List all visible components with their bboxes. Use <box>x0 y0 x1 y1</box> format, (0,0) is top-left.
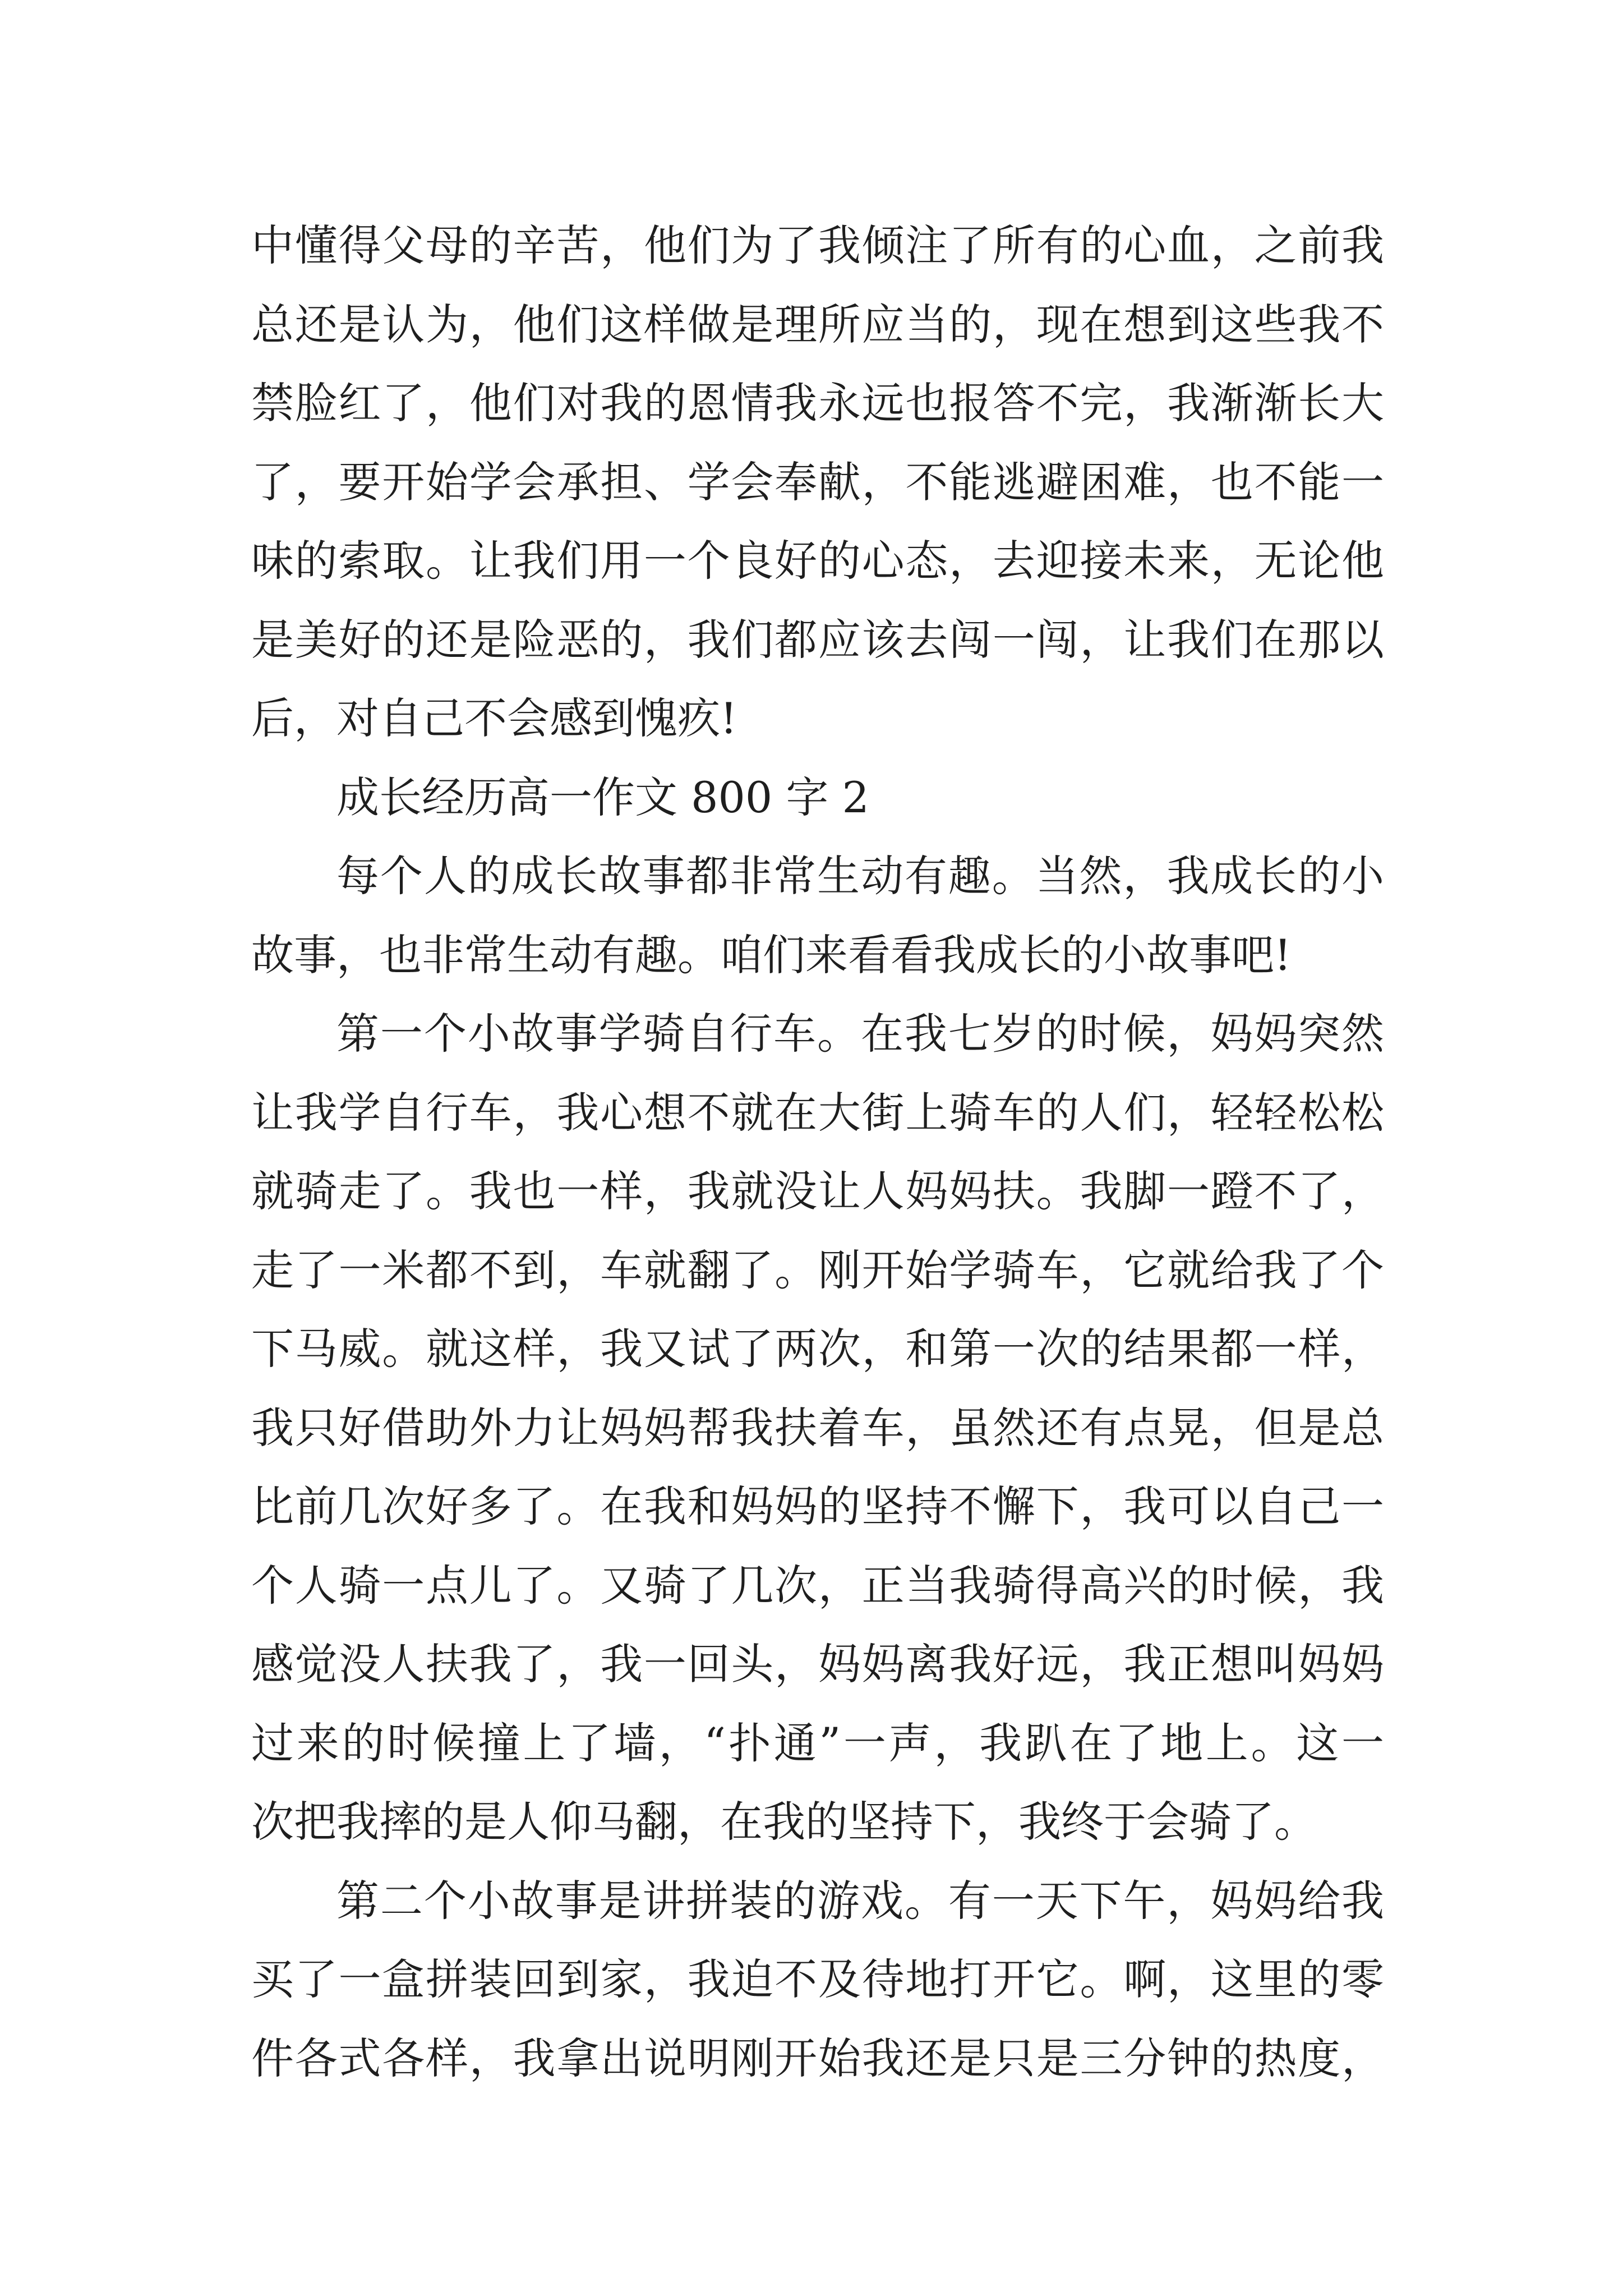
text-line: 中懂得父母的辛苦，他们为了我倾注了所有的心血，之前我 <box>251 220 1384 270</box>
text-line: 故事，也非常生动有趣。咱们来看看我成长的小故事吧! <box>251 930 1292 980</box>
text-line: 次把我摔的是人仰马翻，在我的坚持下，我终于会骑了。 <box>251 1797 1317 1847</box>
text-line: 让我学自行车，我心想不就在大街上骑车的人们，轻轻松松 <box>251 1087 1384 1138</box>
text-line: 我只好借助外力让妈妈帮我扶着车，虽然还有点晃，但是总 <box>251 1402 1384 1453</box>
text-line: 了，要开始学会承担、学会奉献，不能逃避困难，也不能一 <box>251 457 1384 507</box>
text-line: 总还是认为，他们这样做是理所应当的，现在想到这些我不 <box>251 299 1384 349</box>
text-line: 比前几次好多了。在我和妈妈的坚持不懈下，我可以自己一 <box>251 1481 1384 1531</box>
section-heading: 成长经历高一作文 800 字 2 <box>336 772 869 822</box>
text-line: 味的索取。让我们用一个良好的心态，去迎接未来，无论他 <box>251 536 1384 586</box>
text-line: 禁脸红了，他们对我的恩情我永远也报答不完，我渐渐长大 <box>251 378 1384 428</box>
text-line: 就骑走了。我也一样，我就没让人妈妈扶。我脚一蹬不了， <box>251 1166 1384 1216</box>
text-line: 每个人的成长故事都非常生动有趣。当然，我成长的小 <box>336 851 1384 901</box>
text-line: 走了一米都不到，车就翻了。刚开始学骑车，它就给我了个 <box>251 1245 1384 1295</box>
text-line: 第一个小故事学骑自行车。在我七岁的时候，妈妈突然 <box>336 1009 1384 1059</box>
text-line: 是美好的还是险恶的，我们都应该去闯一闯，让我们在那以 <box>251 614 1384 665</box>
text-line: 感觉没人扶我了，我一回头，妈妈离我好远，我正想叫妈妈 <box>251 1639 1384 1689</box>
text-line: 后，对自己不会感到愧疚! <box>251 693 737 743</box>
text-line: 第二个小故事是讲拼装的游戏。有一天下午，妈妈给我 <box>336 1875 1384 1926</box>
text-line: 件各式各样，我拿出说明刚开始我还是只是三分钟的热度， <box>251 2033 1384 2083</box>
text-line: 过来的时候撞上了墙，“扑通”一声，我趴在了地上。这一 <box>251 1718 1384 1768</box>
text-line: 下马威。就这样，我又试了两次，和第一次的结果都一样， <box>251 1324 1384 1374</box>
text-line: 个人骑一点儿了。又骑了几次，正当我骑得高兴的时候，我 <box>251 1560 1384 1611</box>
text-line: 买了一盒拼装回到家，我迫不及待地打开它。啊，这里的零 <box>251 1954 1384 2004</box>
essay-body <box>251 206 1384 2098</box>
